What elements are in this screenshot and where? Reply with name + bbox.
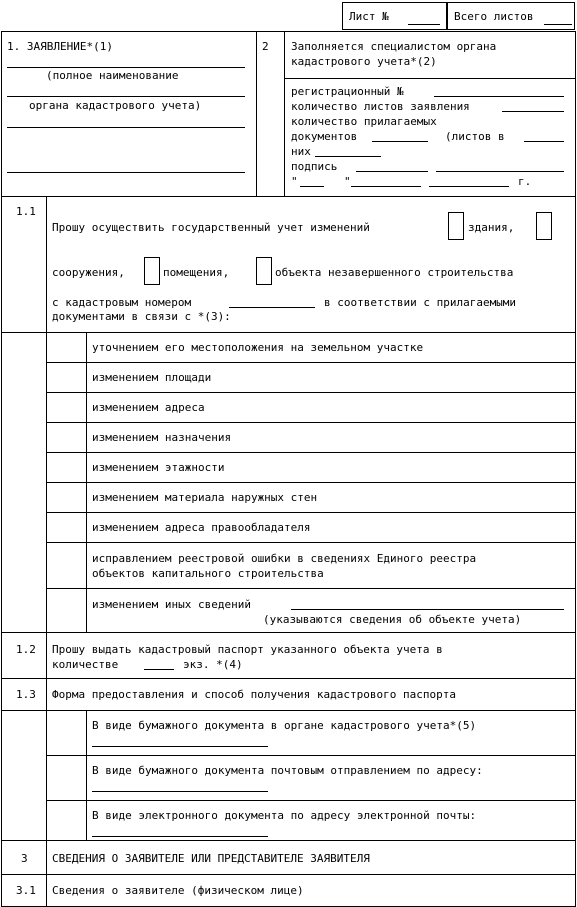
delivery-option-email: В виде электронного документа по адресу электронной почты:	[92, 809, 477, 822]
date-month-field[interactable]	[351, 186, 421, 187]
opt-structure-label: сооружения,	[52, 266, 125, 279]
checkbox-premises[interactable]	[144, 257, 160, 285]
signature-field-1[interactable]	[356, 171, 428, 172]
authority-line-4[interactable]	[7, 172, 245, 173]
reason-walls: изменением материала наружных стен	[92, 491, 318, 504]
s3-number: 3	[21, 852, 28, 865]
attached-sheets-field-right[interactable]	[524, 141, 564, 142]
s31-title: Сведения о заявителе (физическом лице)	[52, 884, 304, 897]
s13-title: Форма предоставления и способ получения кадастрового паспорта	[52, 688, 456, 701]
copies-count-field[interactable]	[144, 669, 174, 670]
signature-field-2[interactable]	[436, 171, 564, 172]
registration-label: регистрационный №	[291, 85, 404, 98]
section1-hint-1: (полное наименование	[46, 69, 179, 82]
authority-line-3[interactable]	[7, 127, 245, 128]
delivery-email-field[interactable]	[92, 836, 268, 837]
reason-checkbox-7[interactable]	[47, 513, 85, 541]
date-quote-open: "	[291, 175, 298, 188]
date-day-field[interactable]	[300, 186, 324, 187]
attached-docs-field[interactable]	[372, 141, 428, 142]
date-year-label: г.	[518, 175, 532, 188]
s12-line2a: количестве	[52, 658, 119, 671]
checkbox-unfinished[interactable]	[256, 257, 272, 285]
registration-field[interactable]	[434, 96, 564, 97]
delivery-checkbox-3[interactable]	[47, 801, 85, 839]
reason-checkbox-5[interactable]	[47, 453, 85, 481]
s3-title: СВЕДЕНИЯ О ЗАЯВИТЕЛЕ ИЛИ ПРЕДСТАВИТЕЛЕ ЗАЯВИТЕЛЯ	[52, 852, 370, 865]
attached-label-2: документов	[291, 130, 358, 143]
date-year-field[interactable]	[429, 186, 509, 187]
reason-other: изменением иных сведений	[92, 598, 251, 611]
s13-number: 1.3	[16, 688, 36, 701]
total-sheets-box	[447, 2, 575, 30]
reason-registry-error-2: объектов капитального строительства	[92, 567, 324, 580]
section2-title-1: Заполняется специалистом органа	[291, 40, 497, 53]
attached-sheets-field[interactable]	[315, 156, 381, 157]
section1-title: 1. ЗАЯВЛЕНИЕ*(1)	[7, 40, 113, 53]
authority-line-2[interactable]	[7, 96, 245, 97]
sheet-number-label: Лист №	[349, 10, 389, 23]
reason-checkbox-2[interactable]	[47, 363, 85, 391]
s12-line1: Прошу выдать кадастровый паспорт указанного объекта учета в	[52, 643, 443, 656]
delivery-checkbox-1[interactable]	[47, 711, 85, 754]
attached-label-3: них	[291, 145, 311, 158]
s12-line2b: экз. *(4)	[183, 658, 243, 671]
sheet-number-box	[342, 2, 447, 30]
s11-number: 1.1	[16, 205, 36, 218]
reason-other-hint: (указываются сведения об объекте учета)	[263, 613, 522, 626]
reason-checkbox-8[interactable]	[47, 543, 85, 587]
signature-label: подпись	[291, 160, 338, 173]
reason-owner-address: изменением адреса правообладателя	[92, 521, 311, 534]
reason-checkbox-3[interactable]	[47, 393, 85, 421]
s11-line4: документами в связи с *(3):	[52, 310, 231, 323]
sheet-number-field[interactable]	[408, 24, 440, 25]
total-sheets-field[interactable]	[544, 24, 572, 25]
s12-number: 1.2	[16, 643, 36, 656]
reason-checkbox-9[interactable]	[47, 589, 85, 631]
opt-building-label: здания,	[468, 221, 515, 234]
reason-other-field[interactable]	[291, 609, 564, 610]
section2-number: 2	[262, 40, 269, 53]
reason-location: уточнением его местоположения на земельном участке	[92, 341, 424, 354]
section2-title-2: кадастрового учета*(2)	[291, 55, 437, 68]
reason-purpose: изменением назначения	[92, 431, 232, 444]
opt-unfinished-label: объекта незавершенного строительства	[275, 266, 514, 279]
reason-address: изменением адреса	[92, 401, 205, 414]
delivery-option-office: В виде бумажного документа в органе кадастрового учета*(5)	[92, 719, 477, 732]
s31-number: 3.1	[16, 884, 36, 897]
reason-registry-error-1: исправлением реестровой ошибки в сведениях Единого реестра	[92, 552, 477, 565]
authority-line-1[interactable]	[7, 67, 245, 68]
attached-label-1: количество прилагаемых	[291, 115, 437, 128]
attached-label-2b: (листов в	[445, 130, 505, 143]
delivery-checkbox-2[interactable]	[47, 756, 85, 799]
date-quote-close: "	[344, 175, 351, 188]
s11-line1: Прошу осуществить государственный учет изменений	[52, 221, 370, 234]
s11-line3a: с кадастровым номером	[52, 296, 192, 309]
reason-checkbox-4[interactable]	[47, 423, 85, 451]
checkbox-structure[interactable]	[536, 212, 552, 240]
cadastral-number-field[interactable]	[229, 307, 315, 308]
s11-line3b: в соответствии с прилагаемыми	[324, 296, 517, 309]
reason-area: изменением площади	[92, 371, 212, 384]
checkbox-building[interactable]	[448, 212, 464, 240]
delivery-mail-field[interactable]	[92, 791, 268, 792]
total-sheets-label: Всего листов	[454, 10, 534, 23]
reason-checkbox-1[interactable]	[47, 333, 85, 361]
sheets-count-label: количество листов заявления	[291, 100, 470, 113]
reason-checkbox-6[interactable]	[47, 483, 85, 511]
opt-premises-label: помещения,	[163, 266, 230, 279]
section1-hint-2: органа кадастрового учета)	[29, 99, 202, 112]
reason-floors: изменением этажности	[92, 461, 225, 474]
delivery-office-field[interactable]	[92, 746, 268, 747]
sheets-count-field[interactable]	[502, 111, 564, 112]
delivery-option-mail: В виде бумажного документа почтовым отправлением по адресу:	[92, 764, 483, 777]
